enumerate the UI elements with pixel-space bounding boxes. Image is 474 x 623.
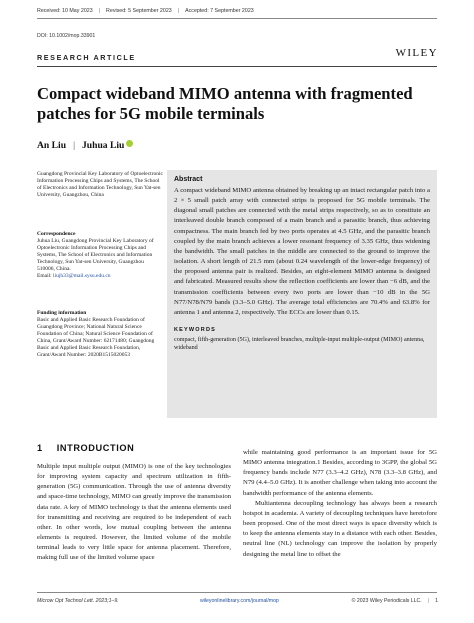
author-name[interactable]: Juhua Liu	[81, 140, 125, 151]
author-separator: |	[73, 140, 75, 151]
page-number: 1	[435, 598, 438, 604]
correspondence-email	[37, 273, 163, 280]
funding-text: Basic and Applied Basic Research Foundation of Guangdong Province; National Natural Science Foundation of China; Natural Science Foundation of China, Grant/Award Number: 62171480; Guangdong Basic and Applied Basic Research Foundation, Grant/Award Number: 2020B1515020053	[37, 317, 155, 358]
journal-url[interactable]: wileyonlinelibrary.com/journal/mop	[200, 598, 279, 604]
body-paragraph: Multiantenna decoupling technology has always been a research hotspot in academia. A variety of decoupling techniques have heretofore been proposed. One of the most direct ways is space diversity which is to keep the antenna elements stay in a distance with each other. Besides, neutral line (NL) technology can improve the isolation by properly designing the metal line to offset the	[243, 499, 437, 558]
article-type: RESEARCH ARTICLE	[37, 53, 136, 62]
section-heading	[37, 443, 134, 453]
email-link[interactable]: liujh33@mail.sysu.edu.cn	[53, 273, 111, 279]
history-separator: |	[98, 8, 101, 14]
body-column-left	[37, 462, 231, 564]
header-rule	[37, 18, 437, 19]
abstract-heading: Abstract	[174, 176, 203, 183]
footer-rule	[37, 592, 437, 593]
keywords-heading: KEYWORDS	[174, 327, 216, 334]
email-label: Email:	[37, 273, 52, 279]
body-column-right	[243, 448, 437, 560]
funding-block	[37, 310, 163, 359]
orcid-icon[interactable]	[126, 140, 133, 147]
doi[interactable]: DOI: 10.1002/mop.33901	[37, 33, 96, 39]
article-history	[37, 8, 254, 14]
author-list	[37, 140, 133, 151]
body-paragraph: Multiple input multiple output (MIMO) is one of the key technologies for improving system capacity and spectrum utilization in fifth-generation (5G) communication. Through the use of antenna diversity and space-time technology, MIMO can greatly improve the transmission data rate. A key of MIMO technology is that the antenna elements used for transmitting and receiving are required to be independent of each other. In other words, low mutual coupling between the antenna elements is required. However, the limited volume of the mobile terminal leads to very little space for antenna placement. Therefore, making full use of the limited volume space	[37, 463, 232, 562]
journal-citation: Microw Opt Technol Lett. 2023;1–9.	[37, 598, 119, 604]
accepted-date: Accepted: 7 September 2023	[185, 8, 254, 14]
received-date: Received: 10 May 2023	[37, 8, 93, 14]
author-name[interactable]: An Liu	[37, 140, 67, 151]
body-paragraph: while maintaining good performance is an important issue for 5G MIMO antenna integration.1 Besides, according to 3GPP, the global 5G frequency bands include N77 (3.3–4.2 GHz), N78 (3.3–3.8 GHz), and N79 (4.4–5.0 GHz). It is another challenge when taking into account the bandwidth performance of the antenna elements.	[243, 449, 437, 497]
revised-date: Revised: 5 September 2023	[106, 8, 172, 14]
copyright: © 2023 Wiley Periodicals LLC.	[351, 598, 422, 604]
keywords-text: compact, fifth-generation (5G), interleaved branches, multiple-input multiple-output (MIMO) antenna, wideband	[174, 337, 425, 352]
abstract-box	[167, 170, 437, 418]
footer-right	[352, 598, 438, 604]
abstract-text: A compact wideband MIMO antenna obtained by breaking up an intact rectangular patch into a 2 × 5 small patch array with connected strips is proposed for 5G mobile terminals. The diagonal small patches are connected with the metal strips respectively, so as to constitute an interleaved double branch composed of a main branch and a parasitic branch, thus achieving compactness. The main branch fed by two ports operates at 4.5 GHz, and the parasitic branch coupled by the main branch achieves a lower resonant frequency of 3.35 GHz, thus widening the bandwidth. The small patches in the middle are connected to the ground to improve the isolation. A short length of 21.5 mm (about 0.24 wavelength of the lower-edge frequency) of the proposed antenna pair is realized. Besides, an eight-element MIMO antenna is designed and fabricated. Measured results show the reflection coefficients are lower than −6 dB, and the transmission coefficients between every two ports are lower than −10 dB in the 5G N77/N78/N79 bands (3.3–5.0 GHz). The average total efficiencies are 70.4% and 63.8% for antenna 1 and antenna 2, respectively. The ECCs are lower than 0.15.	[174, 187, 430, 316]
article-title: Compact wideband MIMO antenna with fragmented patches for 5G mobile terminals	[37, 84, 413, 123]
correspondence-text: Juhua Liu, Guangdong Provincial Key Laboratory of Optoelectronic Information Processing Chips and Systems, The School of Electronics and Information Technology, Sun Yat-sen University, Guangzhou 510006, China.	[37, 238, 154, 272]
footer-separator: |	[427, 598, 430, 604]
section-rule	[37, 66, 437, 67]
section-title: INTRODUCTION	[56, 443, 135, 453]
section-number: 1	[37, 443, 43, 453]
affiliation: Guangdong Provincial Key Laboratory of Optoelectronic Information Processing Chips and Systems, The School of Electronics and Information Technology, Sun Yat-sen University, Guangzhou, China	[37, 171, 164, 198]
history-separator: |	[177, 8, 180, 14]
funding-label: Funding information	[37, 310, 87, 316]
publisher-logo: WILEY	[395, 47, 438, 59]
correspondence-label: Correspondence	[37, 231, 76, 237]
correspondence-block	[37, 231, 163, 280]
